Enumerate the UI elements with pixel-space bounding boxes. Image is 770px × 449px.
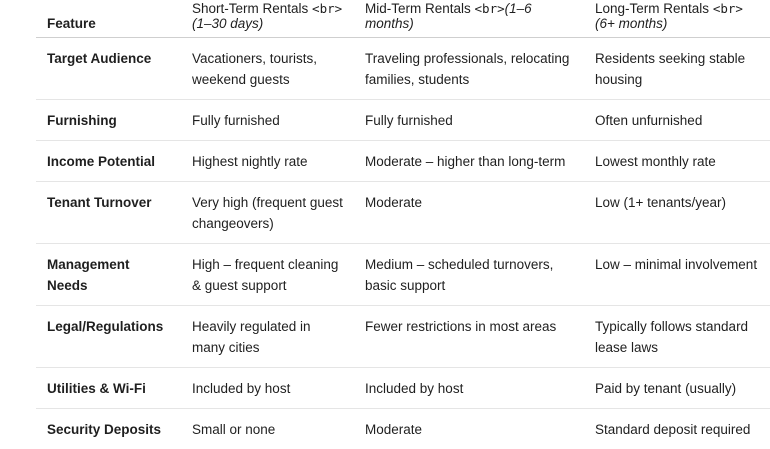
- table-row: [36, 182, 770, 244]
- mid-term-cell: Medium – scheduled turnovers, basic support: [354, 244, 584, 306]
- rental-comparison-table: [36, 0, 770, 449]
- mid-term-cell: Fully furnished: [354, 100, 584, 141]
- row-feature-cell: Furnishing: [36, 100, 181, 141]
- long-term-cell: Standard deposit required: [584, 409, 770, 449]
- short-term-cell: Small or none: [181, 409, 354, 449]
- row-feature-cell: Legal/Regulations: [36, 306, 181, 368]
- row-feature-cell: Income Potential: [36, 141, 181, 182]
- table-row: [36, 100, 770, 141]
- long-term-cell: Low (1+ tenants/year): [584, 182, 770, 244]
- mid-term-cell: Moderate: [354, 409, 584, 449]
- header-short-term-tag: <br>: [312, 1, 342, 16]
- table-header: [36, 0, 770, 38]
- short-term-cell: Vacationers, tourists, weekend guests: [181, 38, 354, 100]
- table-row: [36, 306, 770, 368]
- long-term-cell: Low – minimal involvement: [584, 244, 770, 306]
- row-feature-cell: Tenant Turnover: [36, 182, 181, 244]
- header-long-term-sub: (6+ months): [595, 16, 667, 31]
- table-row: [36, 368, 770, 409]
- short-term-cell: High – frequent cleaning & guest support: [181, 244, 354, 306]
- long-term-cell: Paid by tenant (usually): [584, 368, 770, 409]
- short-term-cell: Very high (frequent guest changeovers): [181, 182, 354, 244]
- mid-term-cell: Traveling professionals, relocating families, students: [354, 38, 584, 100]
- table-row: [36, 244, 770, 306]
- table-row: [36, 141, 770, 182]
- mid-term-cell: Included by host: [354, 368, 584, 409]
- short-term-cell: Highest nightly rate: [181, 141, 354, 182]
- header-long-term-label: Long-Term Rentals: [595, 1, 713, 16]
- header-short-term-label: Short-Term Rentals: [192, 1, 312, 16]
- header-short-term-sub: (1–30 days): [192, 16, 263, 31]
- header-mid-term-label: Mid-Term Rentals: [365, 1, 475, 16]
- row-feature-cell: Security Deposits: [36, 409, 181, 449]
- long-term-cell: Residents seeking stable housing: [584, 38, 770, 100]
- table-row: [36, 409, 770, 449]
- long-term-cell: Often unfurnished: [584, 100, 770, 141]
- header-row: [36, 0, 770, 38]
- long-term-cell: Lowest monthly rate: [584, 141, 770, 182]
- short-term-cell: Fully furnished: [181, 100, 354, 141]
- long-term-cell: Typically follows standard lease laws: [584, 306, 770, 368]
- mid-term-cell: Fewer restrictions in most areas: [354, 306, 584, 368]
- comparison-table-container: [36, 0, 770, 449]
- row-feature-cell: Utilities & Wi-Fi: [36, 368, 181, 409]
- short-term-cell: Included by host: [181, 368, 354, 409]
- mid-term-cell: Moderate: [354, 182, 584, 244]
- table-body: [36, 38, 770, 449]
- mid-term-cell: Moderate – higher than long-term: [354, 141, 584, 182]
- row-feature-cell: Management Needs: [36, 244, 181, 306]
- header-long-term-tag: <br>: [713, 1, 743, 16]
- header-mid-term-sub: (1–6 months): [365, 1, 532, 31]
- header-long-term: [584, 0, 770, 38]
- header-feature: [36, 0, 181, 38]
- header-mid-term: [354, 0, 584, 38]
- header-short-term: [181, 0, 354, 38]
- short-term-cell: Heavily regulated in many cities: [181, 306, 354, 368]
- row-feature-cell: Target Audience: [36, 38, 181, 100]
- header-feature-label: Feature: [47, 16, 96, 31]
- table-row: [36, 38, 770, 100]
- header-mid-term-tag: <br>: [475, 1, 505, 16]
